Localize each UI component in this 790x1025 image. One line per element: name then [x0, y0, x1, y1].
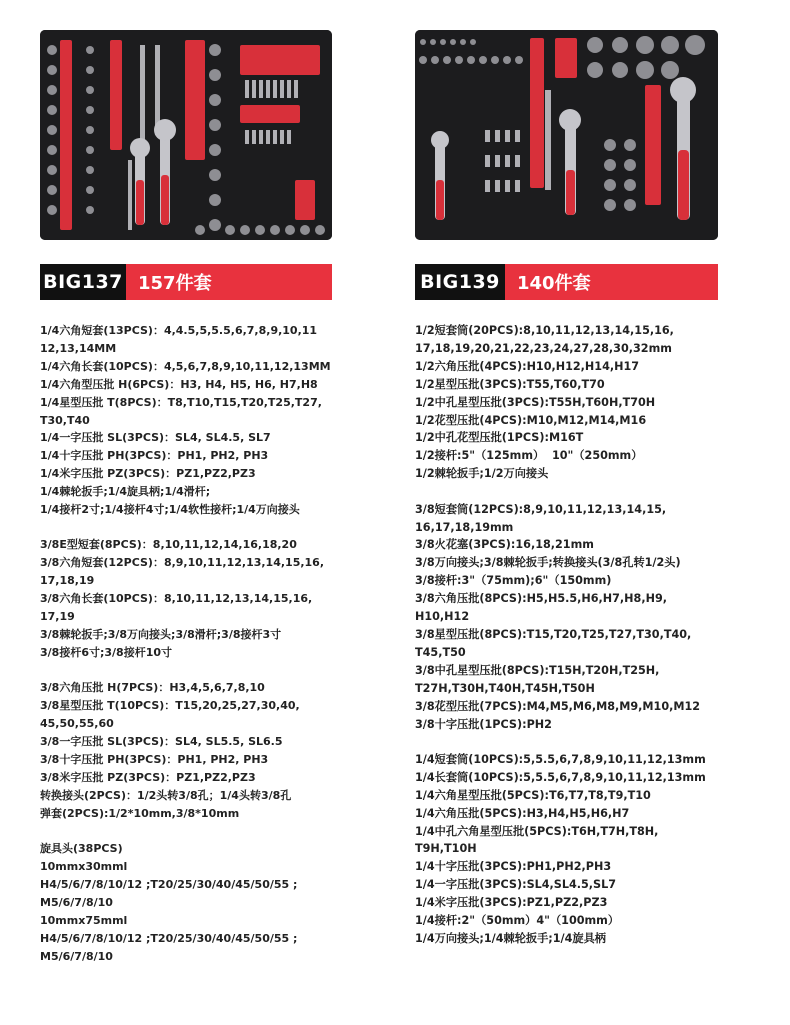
spec-line: 1/4米字压批(3PCS):PZ1,PZ2,PZ3	[415, 896, 608, 910]
model-name-label: BIG139	[415, 264, 505, 300]
spec-group	[40, 840, 332, 965]
spec-line: H4/5/6/7/8/10/12 ;T20/25/30/40/45/50/55 ;	[40, 931, 298, 945]
spec-line: 3/8六角长套(10PCS)：8,10,11,12,13,14,15,16,	[40, 592, 313, 606]
spec-line: M5/6/7/8/10	[40, 895, 113, 909]
spec-line: 1/2六角压批(4PCS):H10,H12,H14,H17	[415, 359, 640, 373]
spec-line: 旋具头(38PCS)	[40, 842, 123, 856]
tool-tray-photo-left	[40, 30, 332, 240]
spec-line: 1/2短套筒(20PCS):8,10,11,12,13,14,15,16,	[415, 324, 674, 337]
spec-line: 3/8接杆:3"（75mm);6"（150mm)	[415, 574, 612, 588]
spec-line: 1/4万向接头;1/4棘轮扳手;1/4旋具柄	[415, 932, 606, 945]
spec-line: 1/2中孔花型压批(1PCS):M16T	[415, 431, 584, 445]
model-banner-left	[40, 264, 332, 300]
spec-line: 1/4十字压批 PH(3PCS)：PH1, PH2, PH3	[40, 449, 269, 463]
spec-line: 3/8星型压批(8PCS):T15,T20,T25,T27,T30,T40,	[415, 628, 692, 641]
spec-line: 1/4米字压批 PZ(3PCS)：PZ1,PZ2,PZ3	[40, 467, 256, 481]
spec-line: 12,13,14MM	[40, 341, 117, 355]
spec-line: 45,50,55,60	[40, 717, 114, 731]
spec-line: 1/4长套筒(10PCS):5,5.5,6,7,8,9,10,11,12,13mm	[415, 770, 706, 784]
spec-line: T9H,T10H	[415, 842, 477, 856]
model-name-label: BIG137	[40, 264, 126, 300]
spec-group	[415, 501, 718, 734]
spec-line: 3/8六角压批 H(7PCS)：H3,4,5,6,7,8,10	[40, 681, 265, 695]
spec-line: 3/8星型压批 T(10PCS)：T15,20,25,27,30,40,	[40, 699, 300, 713]
tool-tray-image-right	[415, 30, 718, 240]
spec-group	[40, 536, 332, 661]
model-banner-right	[415, 264, 718, 300]
spec-line: 1/4星型压批 T(8PCS)：T8,T10,T15,T20,T25,T27,	[40, 395, 322, 409]
spec-line: 10mmx30mml	[40, 859, 128, 873]
spec-line: 3/8花型压批(7PCS):M4,M5,M6,M8,M9,M10,M12	[415, 699, 701, 713]
spec-line: 1/4一字压批(3PCS):SL4,SL4.5,SL7	[415, 878, 617, 892]
spec-line: 1/2接杆:5"（125mm） 10"（250mm）	[415, 449, 643, 463]
spec-group	[415, 322, 718, 483]
spec-line: H10,H12	[415, 610, 470, 624]
spec-line: 3/8棘轮扳手;3/8万向接头;3/8滑杆;3/8接杆3寸	[40, 628, 282, 641]
spec-line: 3/8火花塞(3PCS):16,18,21mm	[415, 538, 594, 552]
spec-line: 3/8六角压批(8PCS):H5,H5.5,H6,H7,H8,H9,	[415, 592, 667, 606]
spec-line: 1/4接杆:2"（50mm）4"（100mm）	[415, 914, 620, 928]
spec-line: 3/8接杆6寸;3/8接杆10寸	[40, 645, 173, 659]
spec-group	[40, 679, 332, 822]
spec-line: M5/6/7/8/10	[40, 949, 113, 963]
spec-line: 1/4六角型压批 H(6PCS)：H3, H4, H5, H6, H7,H8	[40, 377, 318, 391]
spec-line: 1/4六角星型压批(5PCS):T6,T7,T8,T9,T10	[415, 788, 651, 802]
spec-line: 17,19	[40, 610, 75, 624]
spec-line: 17,18,19	[40, 574, 95, 588]
spec-list-left	[40, 322, 332, 983]
spec-line: 3/8十字压批 PH(3PCS)：PH1, PH2, PH3	[40, 752, 269, 766]
spec-line: T30,T40	[40, 413, 90, 427]
spec-line: 1/4接杆2寸;1/4接杆4寸;1/4软性接杆;1/4万向接头	[40, 503, 300, 517]
tool-tray-image-left	[40, 30, 332, 240]
spec-line: H4/5/6/7/8/10/12 ;T20/25/30/40/45/50/55 ;	[40, 877, 298, 891]
spec-line: 1/2花型压批(4PCS):M10,M12,M14,M16	[415, 413, 647, 427]
spec-line: 1/4一字压批 SL(3PCS)：SL4, SL4.5, SL7	[40, 431, 271, 445]
piece-count-label: 140件套	[505, 264, 718, 300]
spec-line: 1/2棘轮扳手;1/2万向接头	[415, 467, 549, 481]
piece-count-label: 157件套	[126, 264, 332, 300]
spec-line: 3/8米字压批 PZ(3PCS)：PZ1,PZ2,PZ3	[40, 770, 256, 784]
spec-line: 3/8E型短套(8PCS)：8,10,11,12,14,16,18,20	[40, 538, 297, 552]
spec-line: T45,T50	[415, 645, 466, 659]
spec-line: 1/4六角压批(5PCS):H3,H4,H5,H6,H7	[415, 806, 630, 820]
spec-line: 3/8六角短套(12PCS)：8,9,10,11,12,13,14,15,16,	[40, 556, 325, 570]
spec-line: 1/4十字压批(3PCS):PH1,PH2,PH3	[415, 860, 612, 874]
tool-tray-photo-right	[415, 30, 718, 240]
spec-line: 3/8中孔星型压批(8PCS):T15H,T20H,T25H,	[415, 663, 660, 677]
spec-line: 1/4短套筒(10PCS):5,5.5,6,7,8,9,10,11,12,13mm	[415, 752, 706, 766]
spec-line: 3/8短套筒(12PCS):8,9,10,11,12,13,14,15,	[415, 502, 667, 516]
spec-line: 转换接头(2PCS)：1/2头转3/8孔；1/4头转3/8孔	[40, 788, 292, 802]
spec-line: 1/4六角长套(10PCS)：4,5,6,7,8,9,10,11,12,13MM	[40, 359, 331, 373]
spec-line: 16,17,18,19mm	[415, 520, 514, 534]
spec-group	[40, 322, 332, 519]
spec-line: 10mmx75mml	[40, 913, 128, 927]
spec-line: 17,18,19,20,21,22,23,24,27,28,30,32mm	[415, 341, 672, 355]
spec-line: 1/4棘轮扳手;1/4旋具柄;1/4滑杆;	[40, 485, 211, 499]
spec-line: 1/4中孔六角星型压批(5PCS):T6H,T7H,T8H,	[415, 824, 659, 838]
spec-group	[415, 751, 718, 948]
spec-line: 弹套(2PCS):1/2*10mm,3/8*10mm	[40, 806, 240, 820]
spec-line: 3/8一字压批 SL(3PCS)：SL4, SL5.5, SL6.5	[40, 735, 283, 749]
spec-line: 3/8万向接头;3/8棘轮扳手;转换接头(3/8孔转1/2头)	[415, 556, 681, 570]
spec-list-right	[415, 322, 718, 965]
spec-line: 1/2星型压批(3PCS):T55,T60,T70	[415, 377, 605, 391]
spec-line: 1/2中孔星型压批(3PCS):T55H,T60H,T70H	[415, 395, 656, 409]
spec-line: T27H,T30H,T40H,T45H,T50H	[415, 681, 595, 695]
spec-line: 3/8十字压批(1PCS):PH2	[415, 717, 552, 731]
spec-line: 1/4六角短套(13PCS)：4,4.5,5,5.5,6,7,8,9,10,11	[40, 324, 318, 337]
